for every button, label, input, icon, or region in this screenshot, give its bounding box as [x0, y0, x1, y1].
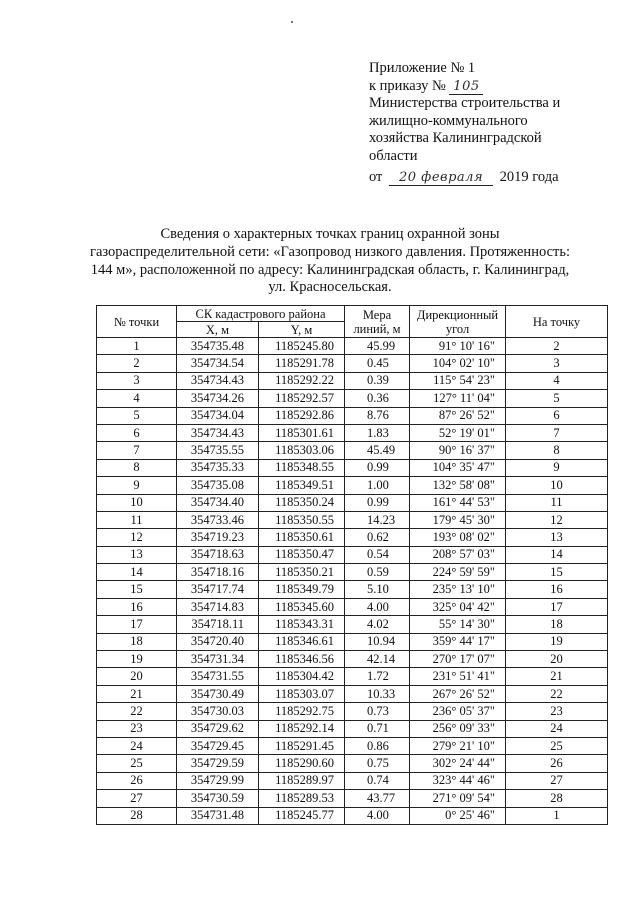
cell-x: 354729.62: [177, 720, 259, 737]
cell-y: 1185350.24: [259, 494, 345, 511]
table-row: [97, 720, 608, 737]
cell-point-number: 4: [97, 390, 177, 407]
cell-point-number: 14: [97, 564, 177, 581]
cell-line-measure: 4.02: [345, 616, 410, 633]
cell-point-number: 5: [97, 407, 177, 424]
cell-direction-angle: 271° 09' 54": [410, 790, 506, 807]
cell-y: 1185350.21: [259, 564, 345, 581]
cell-x: 354735.33: [177, 459, 259, 476]
cell-line-measure: 0.39: [345, 372, 410, 389]
cell-y: 1185345.60: [259, 598, 345, 615]
cell-x: 354733.46: [177, 511, 259, 528]
cell-x: 354718.16: [177, 564, 259, 581]
header-x: X, м: [177, 322, 259, 338]
cell-direction-angle: 0° 25' 46": [410, 807, 506, 824]
title-line-3: 144 м», расположенной по адресу: Калининградская область, г. Калининград,: [90, 261, 570, 278]
cell-x: 354718.63: [177, 546, 259, 563]
table-row: [97, 633, 608, 650]
table-row: [97, 529, 608, 546]
table-row: [97, 338, 608, 355]
appendix-line-1: Приложение № 1: [369, 60, 476, 76]
table-row: [97, 407, 608, 424]
cell-point-number: 28: [97, 807, 177, 824]
cell-line-measure: 0.99: [345, 494, 410, 511]
cell-direction-angle: 256° 09' 33": [410, 720, 506, 737]
cell-point-number: 20: [97, 668, 177, 685]
appendix-block: [369, 60, 619, 186]
cell-y: 1185350.47: [259, 546, 345, 563]
cell-line-measure: 45.49: [345, 442, 410, 459]
cell-line-measure: 4.00: [345, 807, 410, 824]
cell-y: 1185346.56: [259, 651, 345, 668]
cell-point-number: 25: [97, 755, 177, 772]
cell-point-number: 9: [97, 477, 177, 494]
cell-to-point: 13: [506, 529, 608, 546]
cell-point-number: 15: [97, 581, 177, 598]
cell-direction-angle: 91° 10' 16": [410, 338, 506, 355]
cell-to-point: 4: [506, 372, 608, 389]
title-line-2: газораспределительной сети: «Газопровод низкого давления. Протяженность:: [90, 243, 570, 260]
cell-to-point: 18: [506, 616, 608, 633]
cell-line-measure: 1.00: [345, 477, 410, 494]
cell-point-number: 21: [97, 685, 177, 702]
cell-direction-angle: 302° 24' 44": [410, 755, 506, 772]
cell-direction-angle: 55° 14' 30": [410, 616, 506, 633]
cell-to-point: 17: [506, 598, 608, 615]
cell-y: 1185349.79: [259, 581, 345, 598]
cell-direction-angle: 104° 35' 47": [410, 459, 506, 476]
table-row: [97, 668, 608, 685]
table-row: [97, 494, 608, 511]
appendix-order-line: [369, 78, 619, 96]
cell-y: 1185350.61: [259, 529, 345, 546]
cell-x: 354731.48: [177, 807, 259, 824]
table-row: [97, 790, 608, 807]
cell-to-point: 15: [506, 564, 608, 581]
cell-line-measure: 43.77: [345, 790, 410, 807]
cell-to-point: 25: [506, 737, 608, 754]
table-row: [97, 424, 608, 441]
cell-direction-angle: 193° 08' 02": [410, 529, 506, 546]
cell-point-number: 16: [97, 598, 177, 615]
cell-x: 354734.04: [177, 407, 259, 424]
cell-direction-angle: 87° 26' 52": [410, 407, 506, 424]
cell-x: 354718.11: [177, 616, 259, 633]
cell-point-number: 1: [97, 338, 177, 355]
cell-x: 354729.45: [177, 737, 259, 754]
cell-x: 354714.83: [177, 598, 259, 615]
cell-y: 1185346.61: [259, 633, 345, 650]
cell-x: 354717.74: [177, 581, 259, 598]
cell-direction-angle: 179° 45' 30": [410, 511, 506, 528]
cell-to-point: 20: [506, 651, 608, 668]
cell-direction-angle: 127° 11' 04": [410, 390, 506, 407]
cell-direction-angle: 90° 16' 37": [410, 442, 506, 459]
cell-point-number: 11: [97, 511, 177, 528]
title-line-1: Сведения о характерных точках границ охранной зоны: [160, 226, 500, 242]
cell-line-measure: 10.33: [345, 685, 410, 702]
cell-line-measure: 1.72: [345, 668, 410, 685]
cell-x: 354731.34: [177, 651, 259, 668]
cell-direction-angle: 235° 13' 10": [410, 581, 506, 598]
header-line-measure: Мера линий, м: [345, 306, 410, 338]
cell-point-number: 10: [97, 494, 177, 511]
cell-y: 1185343.31: [259, 616, 345, 633]
cell-y: 1185304.42: [259, 668, 345, 685]
cell-y: 1185245.77: [259, 807, 345, 824]
table-row: [97, 459, 608, 476]
header-direction-angle: Дирекционный угол: [410, 306, 506, 338]
cell-to-point: 23: [506, 703, 608, 720]
document-title: [60, 226, 600, 297]
cell-direction-angle: 224° 59' 59": [410, 564, 506, 581]
cell-x: 354734.54: [177, 355, 259, 372]
cell-y: 1185289.53: [259, 790, 345, 807]
cell-y: 1185289.97: [259, 772, 345, 789]
cell-line-measure: 0.75: [345, 755, 410, 772]
cell-to-point: 28: [506, 790, 608, 807]
order-prefix: к приказу №: [369, 77, 446, 94]
table-row: [97, 372, 608, 389]
cell-direction-angle: 52° 19' 01": [410, 424, 506, 441]
cell-line-measure: 0.54: [345, 546, 410, 563]
cell-y: 1185301.61: [259, 424, 345, 441]
cell-x: 354735.48: [177, 338, 259, 355]
cell-line-measure: 14.23: [345, 511, 410, 528]
header-coordinate-system: СК кадастрового района: [177, 306, 345, 322]
table-row: [97, 546, 608, 563]
cell-line-measure: 42.14: [345, 651, 410, 668]
table-row: [97, 355, 608, 372]
title-line-4: ул. Красносельская.: [268, 279, 392, 296]
cell-to-point: 10: [506, 477, 608, 494]
cell-y: 1185245.80: [259, 338, 345, 355]
cell-to-point: 6: [506, 407, 608, 424]
cell-point-number: 12: [97, 529, 177, 546]
table-row: [97, 755, 608, 772]
cell-to-point: 22: [506, 685, 608, 702]
cell-x: 354720.40: [177, 633, 259, 650]
table-row: [97, 807, 608, 824]
cell-y: 1185350.55: [259, 511, 345, 528]
cell-x: 354734.43: [177, 424, 259, 441]
cell-y: 1185291.78: [259, 355, 345, 372]
cell-point-number: 8: [97, 459, 177, 476]
cell-line-measure: 0.99: [345, 459, 410, 476]
appendix-line-3: Министерства строительства и: [369, 95, 561, 112]
cell-x: 354734.43: [177, 372, 259, 389]
cell-point-number: 2: [97, 355, 177, 372]
cell-to-point: 2: [506, 338, 608, 355]
cell-x: 354735.55: [177, 442, 259, 459]
cell-to-point: 7: [506, 424, 608, 441]
cell-point-number: 23: [97, 720, 177, 737]
cell-point-number: 7: [97, 442, 177, 459]
date-prefix: от: [369, 168, 383, 185]
cell-x: 354730.49: [177, 685, 259, 702]
cell-x: 354730.59: [177, 790, 259, 807]
cell-point-number: 17: [97, 616, 177, 633]
cell-line-measure: 0.62: [345, 529, 410, 546]
cell-to-point: 11: [506, 494, 608, 511]
cell-direction-angle: 236° 05' 37": [410, 703, 506, 720]
cell-y: 1185348.55: [259, 459, 345, 476]
cell-to-point: 24: [506, 720, 608, 737]
cell-point-number: 13: [97, 546, 177, 563]
cell-to-point: 26: [506, 755, 608, 772]
table-row: [97, 616, 608, 633]
cell-x: 354731.55: [177, 668, 259, 685]
header-y: Y, м: [259, 322, 345, 338]
cell-line-measure: 0.36: [345, 390, 410, 407]
cell-point-number: 19: [97, 651, 177, 668]
cell-direction-angle: 279° 21' 10": [410, 737, 506, 754]
table-row: [97, 685, 608, 702]
cell-y: 1185303.07: [259, 685, 345, 702]
cell-y: 1185292.86: [259, 407, 345, 424]
cell-direction-angle: 325° 04' 42": [410, 598, 506, 615]
boundary-points-table: [96, 305, 608, 825]
cell-to-point: 27: [506, 772, 608, 789]
cell-y: 1185290.60: [259, 755, 345, 772]
cell-line-measure: 1.83: [345, 424, 410, 441]
cell-point-number: 22: [97, 703, 177, 720]
cell-to-point: 19: [506, 633, 608, 650]
table-row: [97, 442, 608, 459]
cell-line-measure: 5.10: [345, 581, 410, 598]
cell-line-measure: 0.71: [345, 720, 410, 737]
table-row: [97, 772, 608, 789]
cell-y: 1185292.57: [259, 390, 345, 407]
cell-direction-angle: 132° 58' 08": [410, 477, 506, 494]
cell-line-measure: 0.74: [345, 772, 410, 789]
cell-y: 1185291.45: [259, 737, 345, 754]
cell-line-measure: 8.76: [345, 407, 410, 424]
cell-y: 1185292.22: [259, 372, 345, 389]
appendix-line-6: области: [369, 147, 418, 164]
cell-direction-angle: 270° 17' 07": [410, 651, 506, 668]
cell-y: 1185349.51: [259, 477, 345, 494]
cell-point-number: 26: [97, 772, 177, 789]
table-row: [97, 477, 608, 494]
cell-line-measure: 0.73: [345, 703, 410, 720]
cell-line-measure: 45.99: [345, 338, 410, 355]
cell-direction-angle: 104° 02' 10": [410, 355, 506, 372]
table-row: [97, 390, 608, 407]
cell-line-measure: 0.86: [345, 737, 410, 754]
cell-y: 1185303.06: [259, 442, 345, 459]
cell-x: 354735.08: [177, 477, 259, 494]
cell-to-point: 8: [506, 442, 608, 459]
cell-line-measure: 0.45: [345, 355, 410, 372]
cell-line-measure: 0.59: [345, 564, 410, 581]
cell-x: 354734.26: [177, 390, 259, 407]
appendix-line-5: хозяйства Калининградской: [369, 130, 542, 147]
cell-direction-angle: 208° 57' 03": [410, 546, 506, 563]
appendix-line-4: жилищно-коммунального: [369, 112, 528, 129]
table-row: [97, 581, 608, 598]
cell-point-number: 6: [97, 424, 177, 441]
cell-to-point: 1: [506, 807, 608, 824]
cell-y: 1185292.75: [259, 703, 345, 720]
cell-point-number: 24: [97, 737, 177, 754]
table-row: [97, 651, 608, 668]
table-row: [97, 737, 608, 754]
cell-point-number: 27: [97, 790, 177, 807]
cell-to-point: 9: [506, 459, 608, 476]
cell-x: 354730.03: [177, 703, 259, 720]
table-row: [97, 511, 608, 528]
cell-x: 354729.59: [177, 755, 259, 772]
scan-speck: [291, 21, 293, 23]
cell-x: 354729.99: [177, 772, 259, 789]
cell-to-point: 16: [506, 581, 608, 598]
cell-point-number: 18: [97, 633, 177, 650]
appendix-date-line: [369, 169, 619, 187]
cell-point-number: 3: [97, 372, 177, 389]
handwritten-order-number: 105: [449, 79, 483, 95]
cell-x: 354734.40: [177, 494, 259, 511]
handwritten-date: 20 февраля: [389, 170, 493, 186]
cell-line-measure: 10.94: [345, 633, 410, 650]
cell-x: 354719.23: [177, 529, 259, 546]
cell-to-point: 12: [506, 511, 608, 528]
date-suffix: 2019 года: [499, 168, 559, 185]
cell-direction-angle: 323° 44' 46": [410, 772, 506, 789]
cell-line-measure: 4.00: [345, 598, 410, 615]
cell-direction-angle: 161° 44' 53": [410, 494, 506, 511]
cell-direction-angle: 267° 26' 52": [410, 685, 506, 702]
cell-direction-angle: 231° 51' 41": [410, 668, 506, 685]
table-row: [97, 598, 608, 615]
cell-to-point: 21: [506, 668, 608, 685]
header-point-number: № точки: [97, 306, 177, 338]
header-to-point: На точку: [506, 306, 608, 338]
cell-direction-angle: 359° 44' 17": [410, 633, 506, 650]
table-row: [97, 703, 608, 720]
table-row: [97, 564, 608, 581]
cell-y: 1185292.14: [259, 720, 345, 737]
table-body: [97, 338, 608, 825]
cell-direction-angle: 115° 54' 23": [410, 372, 506, 389]
cell-to-point: 5: [506, 390, 608, 407]
cell-to-point: 14: [506, 546, 608, 563]
cell-to-point: 3: [506, 355, 608, 372]
